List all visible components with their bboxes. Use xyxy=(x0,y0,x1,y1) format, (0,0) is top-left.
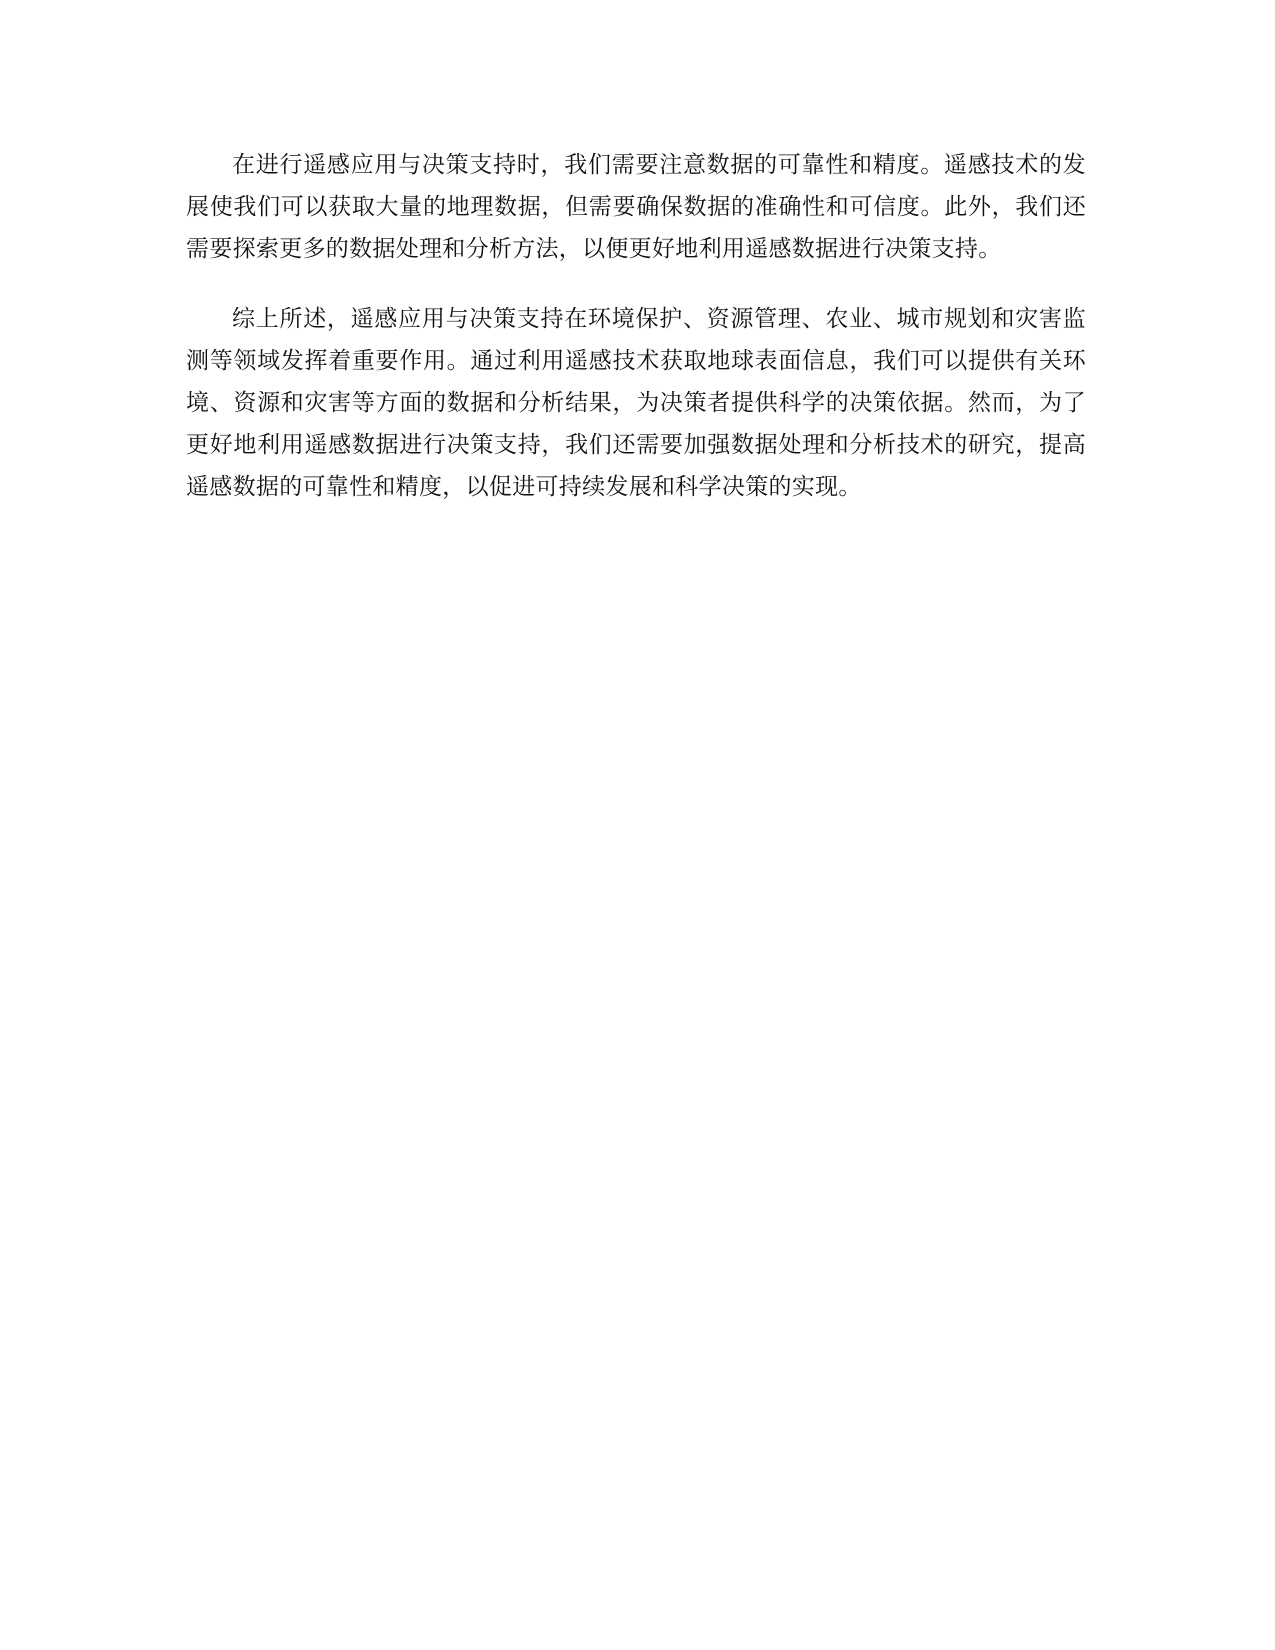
paragraph-conclusion: 综上所述，遥感应用与决策支持在环境保护、资源管理、农业、城市规划和灾害监测等领域发挥着重要作用。通过利用遥感技术获取地球表面信息，我们可以提供有关环境、资源和灾害等方面的数据和分析结果，为决策者提供科学的决策依据。然而，为了更好地利用遥感数据进行决策支持，我们还需要加强数据处理和分析技术的研究，提高遥感数据的可靠性和精度，以促进可持续发展和科学决策的实现。 xyxy=(186,306,1086,500)
document-body xyxy=(186,144,1086,536)
paragraph-data-reliability: 在进行遥感应用与决策支持时，我们需要注意数据的可靠性和精度。遥感技术的发展使我们可以获取大量的地理数据，但需要确保数据的准确性和可信度。此外，我们还需要探索更多的数据处理和分析方法，以便更好地利用遥感数据进行决策支持。 xyxy=(186,152,1086,262)
